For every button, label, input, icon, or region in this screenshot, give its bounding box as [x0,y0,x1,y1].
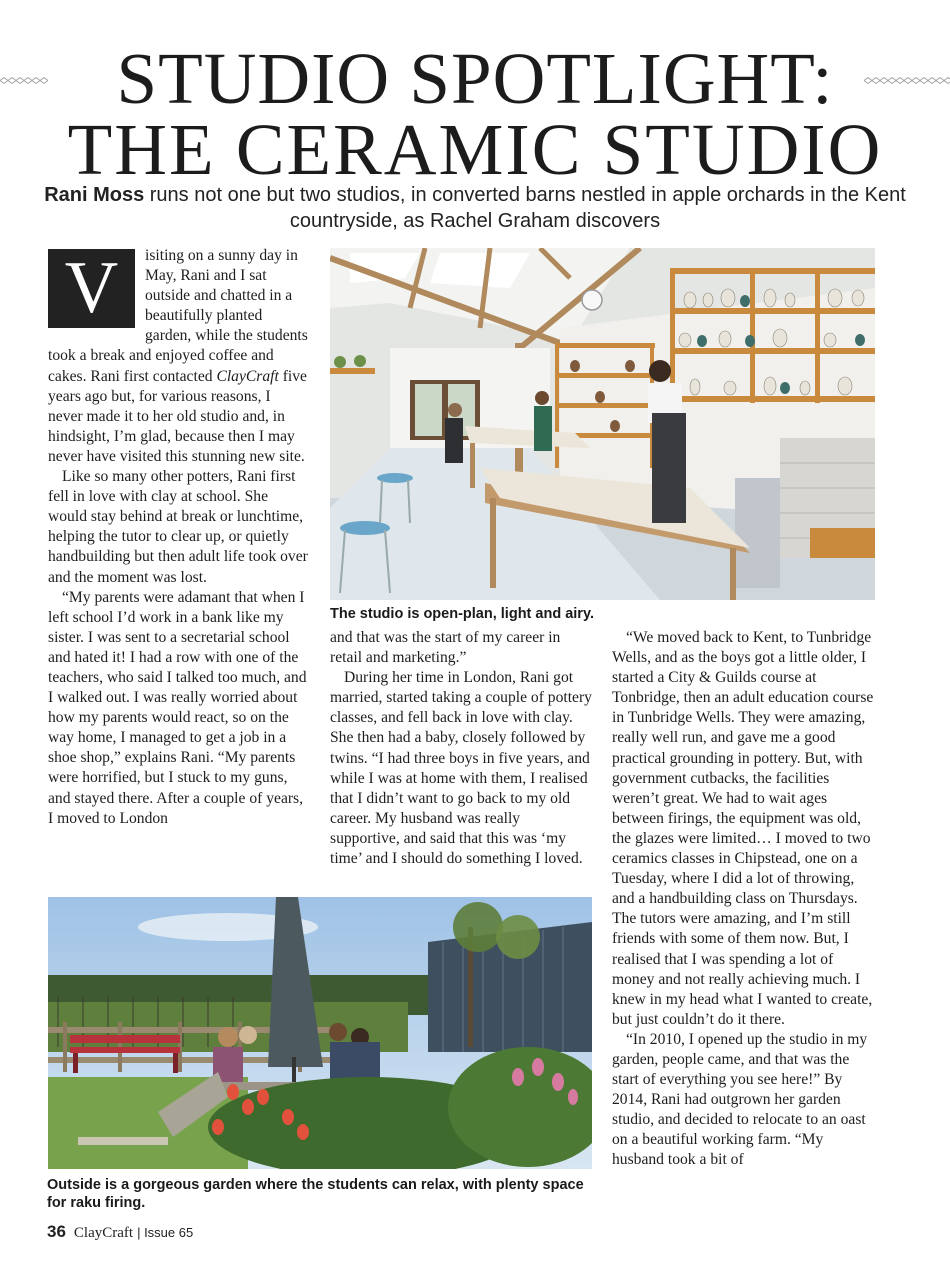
article-paragraph: “In 2010, I opened up the studio in my garden, people came, and that was the start of everything you see here!” By 2014, Rani had outgrown her garden studio, and decided to relocate to an oast on a beautiful working farm. “My husband took a bit of [612,1030,868,1169]
studio-interior-photo [330,248,875,600]
garden-photo [48,897,592,1169]
page-footer [47,1222,193,1242]
magazine-title: ClayCraft [73,1225,134,1241]
paragraph-text: five years ago but, for various reasons, I never made it to her old studio and, in hindsight, I’m glad, because then I may never have visited this stunning new site. [48,367,307,465]
paragraph-text: isiting on a sunny day in May, Rani and I sat outside and chatted in a beautifully planted garden, while the students took a break and enjoyed coffee and cakes. Rani first contacted [48,247,308,385]
headline-line-1: STUDIO SPOTLIGHT: [116,38,834,119]
article-column-1 [48,246,308,829]
drop-cap: V [48,249,135,328]
magazine-name: ClayCraft [216,367,279,385]
article-paragraph: and that was the start of my career in retail and marketing.” [330,629,561,667]
article-column-3 [612,628,878,1171]
page-number: 36 [47,1222,66,1241]
standfirst [40,182,910,234]
article-paragraph: During her time in London, Rani got married, started taking a couple of pottery classes, and fell back in love with clay. She then had a baby, closely followed by twins. “I had three boys in five years, and while I was at home with them, I realised that I didn’t want to go back to my old career. My husband was really supportive, and said that this was ‘my time’ and I should do something I loved. [330,669,592,868]
garden-photo-caption: Outside is a gorgeous garden where the students can relax, with plenty space for raku firing. [47,1177,584,1211]
studio-photo-caption: The studio is open-plan, light and airy. [330,606,594,622]
article-paragraph: “My parents were adamant that when I left school I’d work in a bank like my sister. I was sent to a secretarial school and hated it! I had a row with one of the teachers, who said I talked too much, and I walked out. I was really worried about how my parents would react, so on the way home, I managed to get a job in a shoe shop,” explains Rani. “My parents were horrified, but I stuck to my guns, and stayed there. After a couple of years, I moved to London [48,588,307,827]
issue-label: | Issue 65 [137,1225,194,1240]
headline-line-2: THE CERAMIC STUDIO [67,109,883,190]
article-column-2 [330,628,592,869]
article-paragraph: “We moved back to Kent, to Tunbridge Wells, and as the boys got a little older, I started a City & Guilds course at Tonbridge, then an adult education course in Tunbridge Wells. They were amazing, really well run, and gave me a good practical grounding in pottery. But, with government cutbacks, the facilities weren’t great. We had to wait ages between firings, the equipment was old, the glazes were limited… I moved to two ceramics classes in Chipstead, one on a Tuesday, where I did a lot of throwing, and a handbuilding class on Thursdays. The tutors were amazing, and I’m still friends with some of them now. But, I realised that I was spending a lot of money and not really achieving much. I knew in my head what I wanted to create, but just couldn’t do it there. [612,629,874,1028]
article-paragraph: Like so many other potters, Rani first fell in love with clay at school. She would stay behind at break or lunchtime, helping the tutor to clear up, or quietly handbuilding but then adult life took over and the moment was lost. [48,468,308,586]
standfirst-name: Rani Moss [44,184,145,206]
standfirst-text: runs not one but two studios, in converted barns nestled in apple orchards in the Kent countryside, as Rachel Graham discovers [144,184,906,232]
article-paragraph [48,246,308,467]
